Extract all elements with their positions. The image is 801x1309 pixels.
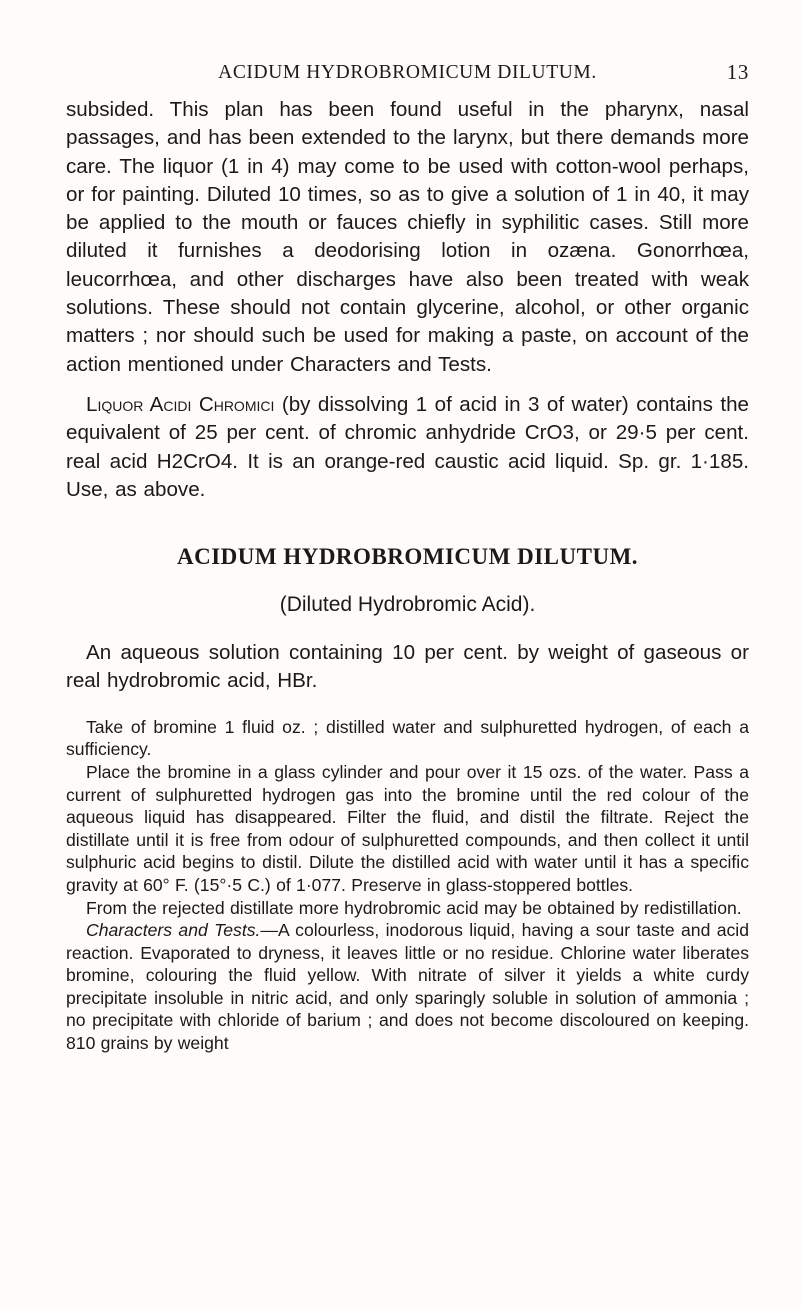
paragraph-liquor-acidi-chromici: [66, 391, 749, 504]
liquor-acidi-chromici-title: Liquor Acidi Chromici: [86, 392, 275, 416]
preparation-text: [66, 716, 749, 1055]
book-page: [66, 56, 749, 1055]
section-subheading: (Diluted Hydrobromic Acid).: [279, 593, 536, 617]
page-number: 13: [726, 60, 749, 84]
body-text: [66, 96, 749, 504]
liquor-acidi-chromici-text: (by dissolving 1 of acid in 3 of water) contains the equivalent of 25 per cent. of chromic anhydride CrO3, or 29·5 per cent. real acid H2CrO4. It is an orange-red caustic acid liquid. Sp. gr. 1·185. Use, as above.: [66, 392, 749, 501]
section-heading: ACIDUM HYDROBROMICUM DILUTUM.: [176, 544, 639, 570]
preparation-step: From the rejected distillate more hydrobromic acid may be obtained by redistillation.: [86, 897, 742, 918]
section-intro-block: [66, 639, 749, 696]
running-title: ACIDUM HYDROBROMICUM DILUTUM.: [218, 62, 597, 83]
preparation-step: Place the bromine in a glass cylinder and pour over it 15 ozs. of the water. Pass a current of sulphuretted hydrogen gas into the bromine until the red colour of the aqueous liquid has disappeared. Filter the fluid, and distil the filtrate. Reject the distillate until it is free from odour of sulphuretted compounds, and then collect it until sulphuric acid begins to distil. Dilute the distilled acid with water until it has a specific gravity at 60° F. (15°·5 C.) of 1·077. Preserve in glass-stoppered bottles.: [66, 761, 749, 895]
characters-and-tests-text: —A colourless, inodorous liquid, having a sour taste and acid reaction. Evaporated to dryness, it leaves little or no residue. Chlorine water liberates bromine, colouring the fluid yellow. With nitrate of silver it yields a white curdy precipitate insoluble in nitric acid, and only sparingly soluble in solution of ammonia ; no precipitate with chloride of barium ; and does not become discoloured on keeping. 810 grains by weight: [66, 920, 750, 1054]
paragraph-subsided: subsided. This plan has been found useful in the pharynx, nasal passages, and has been extended to the larynx, but there demands more care. The liquor (1 in 4) may come to be used with cotton-wool perhaps, or for painting. Diluted 10 times, so as to give a solution of 1 in 40, it may be applied to the mouth or fauces chiefly in syphilitic cases. Still more diluted it furnishes a deodorising lotion in ozæna. Gonorrhœa, leucorrhœa, and other discharges have also been treated with weak solutions. These should not contain glycerine, alcohol, or other organic matters ; nor should such be used for making a paste, on account of the action mentioned under Characters and Tests.: [66, 98, 749, 376]
section-intro: An aqueous solution containing 10 per cent. by weight of gaseous or real hydrobromic acid, HBr.: [66, 641, 749, 693]
characters-and-tests-label: Characters and Tests.: [86, 920, 261, 941]
characters-and-tests: [66, 919, 749, 1055]
preparation-step: Take of bromine 1 fluid oz. ; distilled water and sulphuretted hydrogen, of each a sufficiency.: [66, 716, 749, 760]
running-head: [66, 56, 749, 96]
